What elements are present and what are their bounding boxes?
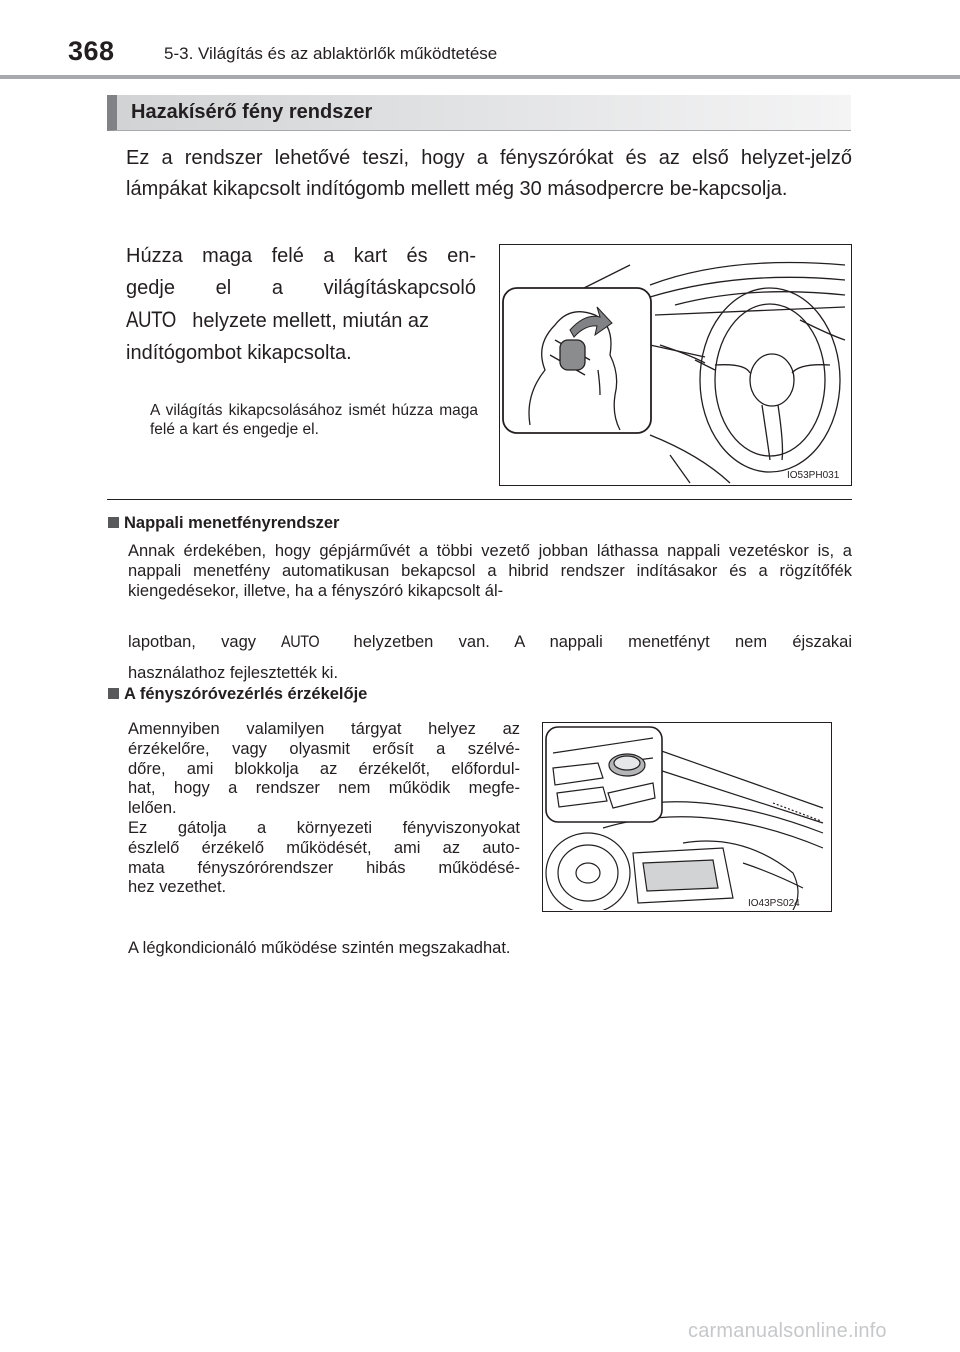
auto-switch-label: AUTO <box>281 632 320 651</box>
sensor-paragraph <box>128 720 520 898</box>
steering-wheel-illustration <box>500 245 850 484</box>
intro-paragraph: Ez a rendszer lehetővé teszi, hogy a fényszórókat és az első helyzet-jelző lámpákat kikapcsolt indítógomb mellett még 30 másodpercre be-kapcsolja. <box>126 147 852 200</box>
auto-switch-label: AUTO <box>126 307 176 332</box>
dashboard-illustration <box>543 723 830 910</box>
daytime-paragraph-a: Annak érdekében, hogy gépjárművét a többi vezető jobban láthassa nappali vezetéskor is, a nappali menetfény automatikusan bekapcsol a hibrid rendszer indításakor és a rögzítőfék kiengedésekor, illetve, ha a fényszóró kikapcsolt ál- <box>128 542 852 600</box>
sensor-heading-text: A fényszóróvezérlés érzékelője <box>124 685 368 703</box>
daytime-paragraph-b <box>128 626 852 689</box>
step-line-3-text: helyzete mellett, miután az <box>192 310 430 332</box>
sensor-heading <box>108 685 367 704</box>
figure-light-sensor <box>542 722 832 912</box>
square-bullet-icon <box>108 517 119 528</box>
sensor-line: Ez gátolja a környezeti fényviszonyokat <box>128 818 520 837</box>
sensor-line: Amennyiben valamilyen tárgyat helyez az <box>128 720 520 738</box>
sensor-line: lelően. <box>128 799 177 818</box>
daytime-line-auto <box>128 626 852 658</box>
figure-headlight-lever <box>499 244 852 486</box>
watermark: carmanualsonline.info <box>688 1320 887 1342</box>
daytime-heading <box>108 514 339 533</box>
figure1-code: IO53PH031 <box>787 470 840 481</box>
header-rule <box>0 75 960 79</box>
sensor-line: hez vezethet. <box>128 878 227 897</box>
daytime-text-c: használathoz fejlesztették ki. <box>128 664 339 682</box>
figure2-code: IO43PS024 <box>748 898 800 909</box>
chapter-title: 5-3. Világítás és az ablaktörlők működtetése <box>164 44 498 63</box>
page-number: 368 <box>68 36 115 66</box>
section-header <box>107 95 851 131</box>
daytime-text-b2: helyzetben van. A nappali menetfényt nem éjszakai <box>353 633 852 651</box>
step-line-2: gedje el a világításkapcsoló <box>126 277 476 299</box>
sensor-line: mata fényszórórendszer hibás működésé- <box>128 858 520 877</box>
sensor-line: hat, hogy a rendszer nem működik megfe- <box>128 779 520 798</box>
daytime-text-b1: lapotban, vagy <box>128 633 257 651</box>
step-instruction <box>126 240 476 369</box>
step-line-4: indítógombot kikapcsolta. <box>126 342 352 364</box>
sensor-footer-text: A légkondicionáló működése szintén megszakadhat. <box>128 939 511 957</box>
step-note: A világítás kikapcsolásához ismét húzza maga felé a kart és engedje el. <box>150 402 478 438</box>
step-line-1: Húzza maga felé a kart és en- <box>126 245 476 267</box>
sensor-line: érzékelőre, vagy olyasmit erősít a szélvé- <box>128 739 520 758</box>
step-line-3 <box>126 304 476 337</box>
sensor-line: észlelő érzékelő működését, ami az auto- <box>128 838 520 857</box>
square-bullet-icon <box>108 688 119 699</box>
section-title: Hazakísérő fény rendszer <box>131 101 373 123</box>
daytime-heading-text: Nappali menetfényrendszer <box>124 514 340 532</box>
section-divider <box>107 499 852 500</box>
sensor-line: dőre, ami blokkolja az érzékelőt, előfordul- <box>128 759 520 778</box>
